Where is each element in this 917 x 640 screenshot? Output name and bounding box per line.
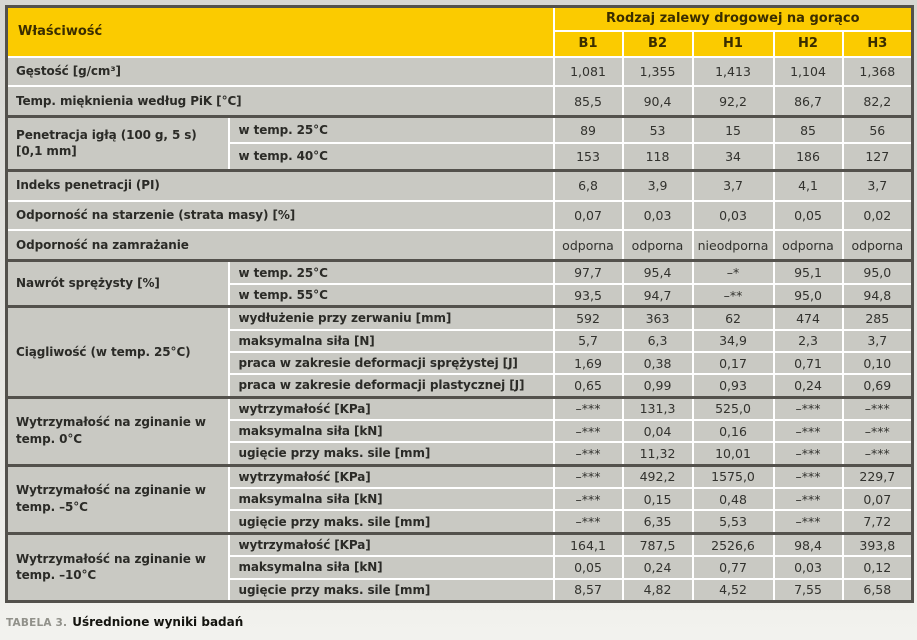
value-cell: 474 [774, 307, 843, 330]
value-cell: odporna [843, 230, 913, 261]
value-cell: –*** [843, 442, 913, 465]
value-cell: 1,081 [554, 57, 623, 87]
value-cell: 0,12 [843, 556, 913, 578]
value-cell: –*** [774, 510, 843, 533]
value-cell: 7,55 [774, 579, 843, 602]
property-label: Wytrzymałość na zginanie w temp. –5°C [7, 465, 229, 533]
value-cell: 285 [843, 307, 913, 330]
value-cell: 11,32 [623, 442, 693, 465]
value-cell: –*** [774, 465, 843, 488]
value-cell: 2526,6 [693, 533, 774, 556]
value-cell: odporna [623, 230, 693, 261]
value-cell: –*** [554, 465, 623, 488]
caption-number-label: TABELA 3. [6, 617, 68, 629]
column-header-b1: B1 [554, 31, 623, 57]
value-cell: –*** [843, 420, 913, 442]
value-cell: 5,7 [554, 330, 623, 352]
sub-property-label: maksymalna siła [kN] [229, 556, 554, 578]
value-cell: 56 [843, 117, 913, 144]
header-row-group [7, 7, 913, 31]
value-cell: –*** [554, 488, 623, 510]
value-cell: 1,69 [554, 352, 623, 374]
value-cell: 4,1 [774, 170, 843, 201]
table-header [7, 7, 913, 57]
sub-property-label: w temp. 25°C [229, 117, 554, 144]
value-cell: –*** [774, 397, 843, 420]
property-label: Nawrót sprężysty [%] [7, 261, 229, 307]
value-cell: 15 [693, 117, 774, 144]
value-cell: 98,4 [774, 533, 843, 556]
column-header-h3: H3 [843, 31, 913, 57]
value-cell: –*** [554, 510, 623, 533]
value-cell: 1,413 [693, 57, 774, 87]
property-column-header: Właściwość [7, 7, 554, 57]
property-label: Wytrzymałość na zginanie w temp. 0°C [7, 397, 229, 465]
value-cell: 0,69 [843, 374, 913, 397]
value-cell: 4,52 [693, 579, 774, 602]
property-label: Indeks penetracji (PI) [7, 170, 554, 201]
sub-property-label: w temp. 40°C [229, 143, 554, 170]
sub-property-label: maksymalna siła [kN] [229, 420, 554, 442]
value-cell: odporna [774, 230, 843, 261]
value-cell: 95,0 [774, 284, 843, 307]
value-cell: 0,24 [623, 556, 693, 578]
table-row [7, 533, 913, 556]
value-cell: 7,72 [843, 510, 913, 533]
value-cell: 90,4 [623, 86, 693, 117]
value-cell: 1,355 [623, 57, 693, 87]
sub-property-label: wytrzymałość [KPa] [229, 465, 554, 488]
value-cell: 0,77 [693, 556, 774, 578]
value-cell: 0,03 [693, 201, 774, 231]
value-cell: nieodporna [693, 230, 774, 261]
value-cell: 3,9 [623, 170, 693, 201]
value-cell: –*** [774, 420, 843, 442]
value-cell: 6,8 [554, 170, 623, 201]
property-label: Temp. mięknienia według PiK [°C] [7, 86, 554, 117]
sub-property-label: ugięcie przy maks. sile [mm] [229, 510, 554, 533]
value-cell: 3,7 [843, 170, 913, 201]
value-cell: –*** [554, 397, 623, 420]
value-cell: –*** [843, 397, 913, 420]
value-cell: 0,71 [774, 352, 843, 374]
value-cell: 393,8 [843, 533, 913, 556]
value-cell: 97,7 [554, 261, 623, 284]
value-cell: 89 [554, 117, 623, 144]
sub-property-label: w temp. 55°C [229, 284, 554, 307]
sub-property-label: praca w zakresie deformacji sprężystej [J] [229, 352, 554, 374]
value-cell: 131,3 [623, 397, 693, 420]
value-cell: 0,07 [554, 201, 623, 231]
property-label: Ciągliwość (w temp. 25°C) [7, 307, 229, 397]
sub-property-label: ugięcie przy maks. sile [mm] [229, 442, 554, 465]
value-cell: 363 [623, 307, 693, 330]
value-cell: 0,16 [693, 420, 774, 442]
value-cell: 0,02 [843, 201, 913, 231]
column-header-h1: H1 [693, 31, 774, 57]
value-cell: 93,5 [554, 284, 623, 307]
value-cell: 0,48 [693, 488, 774, 510]
table-row [7, 307, 913, 330]
value-cell: 92,2 [693, 86, 774, 117]
table-caption [6, 611, 912, 630]
sub-property-label: wytrzymałość [KPa] [229, 533, 554, 556]
sub-property-label: wytrzymałość [KPa] [229, 397, 554, 420]
value-cell: 3,7 [693, 170, 774, 201]
sub-property-label: w temp. 25°C [229, 261, 554, 284]
value-cell: 94,7 [623, 284, 693, 307]
value-cell: 4,82 [623, 579, 693, 602]
value-cell: 34,9 [693, 330, 774, 352]
value-cell: 95,1 [774, 261, 843, 284]
table-row [7, 86, 913, 117]
sub-property-label: ugięcie przy maks. sile [mm] [229, 579, 554, 602]
value-cell: 95,4 [623, 261, 693, 284]
value-cell: 0,03 [774, 556, 843, 578]
value-cell: odporna [554, 230, 623, 261]
sub-property-label: maksymalna siła [kN] [229, 488, 554, 510]
value-cell: 8,57 [554, 579, 623, 602]
value-cell: 3,7 [843, 330, 913, 352]
value-cell: 5,53 [693, 510, 774, 533]
value-cell: –** [693, 284, 774, 307]
value-cell: 153 [554, 143, 623, 170]
value-cell: 592 [554, 307, 623, 330]
value-cell: 94,8 [843, 284, 913, 307]
value-cell: 0,38 [623, 352, 693, 374]
value-cell: 0,05 [554, 556, 623, 578]
value-cell: –*** [774, 442, 843, 465]
value-cell: 0,24 [774, 374, 843, 397]
property-label: Wytrzymałość na zginanie w temp. –10°C [7, 533, 229, 601]
property-label: Penetracja igłą (100 g, 5 s) [0,1 mm] [7, 117, 229, 170]
sealant-type-group-header: Rodzaj zalewy drogowej na gorąco [554, 7, 913, 31]
table-row [7, 57, 913, 87]
value-cell: 6,3 [623, 330, 693, 352]
value-cell: 0,10 [843, 352, 913, 374]
value-cell: 82,2 [843, 86, 913, 117]
value-cell: 0,07 [843, 488, 913, 510]
value-cell: –*** [774, 488, 843, 510]
value-cell: 0,17 [693, 352, 774, 374]
value-cell: 85,5 [554, 86, 623, 117]
table-body [7, 57, 913, 602]
value-cell: 0,05 [774, 201, 843, 231]
value-cell: 229,7 [843, 465, 913, 488]
sub-property-label: praca w zakresie deformacji plastycznej [J] [229, 374, 554, 397]
value-cell: 1575,0 [693, 465, 774, 488]
results-table [5, 5, 914, 603]
value-cell: 164,1 [554, 533, 623, 556]
value-cell: 0,03 [623, 201, 693, 231]
value-cell: 492,2 [623, 465, 693, 488]
value-cell: –*** [554, 442, 623, 465]
value-cell: 62 [693, 307, 774, 330]
value-cell: 6,58 [843, 579, 913, 602]
value-cell: 2,3 [774, 330, 843, 352]
value-cell: 0,04 [623, 420, 693, 442]
value-cell: 118 [623, 143, 693, 170]
table-row [7, 465, 913, 488]
table-row [7, 170, 913, 201]
table-row [7, 117, 913, 144]
value-cell: 34 [693, 143, 774, 170]
value-cell: 0,99 [623, 374, 693, 397]
property-label: Odporność na starzenie (strata masy) [%] [7, 201, 554, 231]
value-cell: 525,0 [693, 397, 774, 420]
table-row [7, 230, 913, 261]
value-cell: 787,5 [623, 533, 693, 556]
value-cell: –* [693, 261, 774, 284]
value-cell: 127 [843, 143, 913, 170]
table-row [7, 201, 913, 231]
value-cell: 95,0 [843, 261, 913, 284]
value-cell: 0,15 [623, 488, 693, 510]
value-cell: –*** [554, 420, 623, 442]
value-cell: 1,368 [843, 57, 913, 87]
value-cell: 53 [623, 117, 693, 144]
value-cell: 85 [774, 117, 843, 144]
value-cell: 1,104 [774, 57, 843, 87]
property-label: Gęstość [g/cm³] [7, 57, 554, 87]
sub-property-label: maksymalna siła [N] [229, 330, 554, 352]
value-cell: 86,7 [774, 86, 843, 117]
value-cell: 6,35 [623, 510, 693, 533]
caption-title-text: Uśrednione wyniki badań [72, 615, 244, 629]
value-cell: 10,01 [693, 442, 774, 465]
value-cell: 0,65 [554, 374, 623, 397]
value-cell: 186 [774, 143, 843, 170]
column-header-b2: B2 [623, 31, 693, 57]
table-row [7, 397, 913, 420]
value-cell: 0,93 [693, 374, 774, 397]
property-label: Odporność na zamrażanie [7, 230, 554, 261]
sub-property-label: wydłużenie przy zerwaniu [mm] [229, 307, 554, 330]
table-row [7, 261, 913, 284]
column-header-h2: H2 [774, 31, 843, 57]
